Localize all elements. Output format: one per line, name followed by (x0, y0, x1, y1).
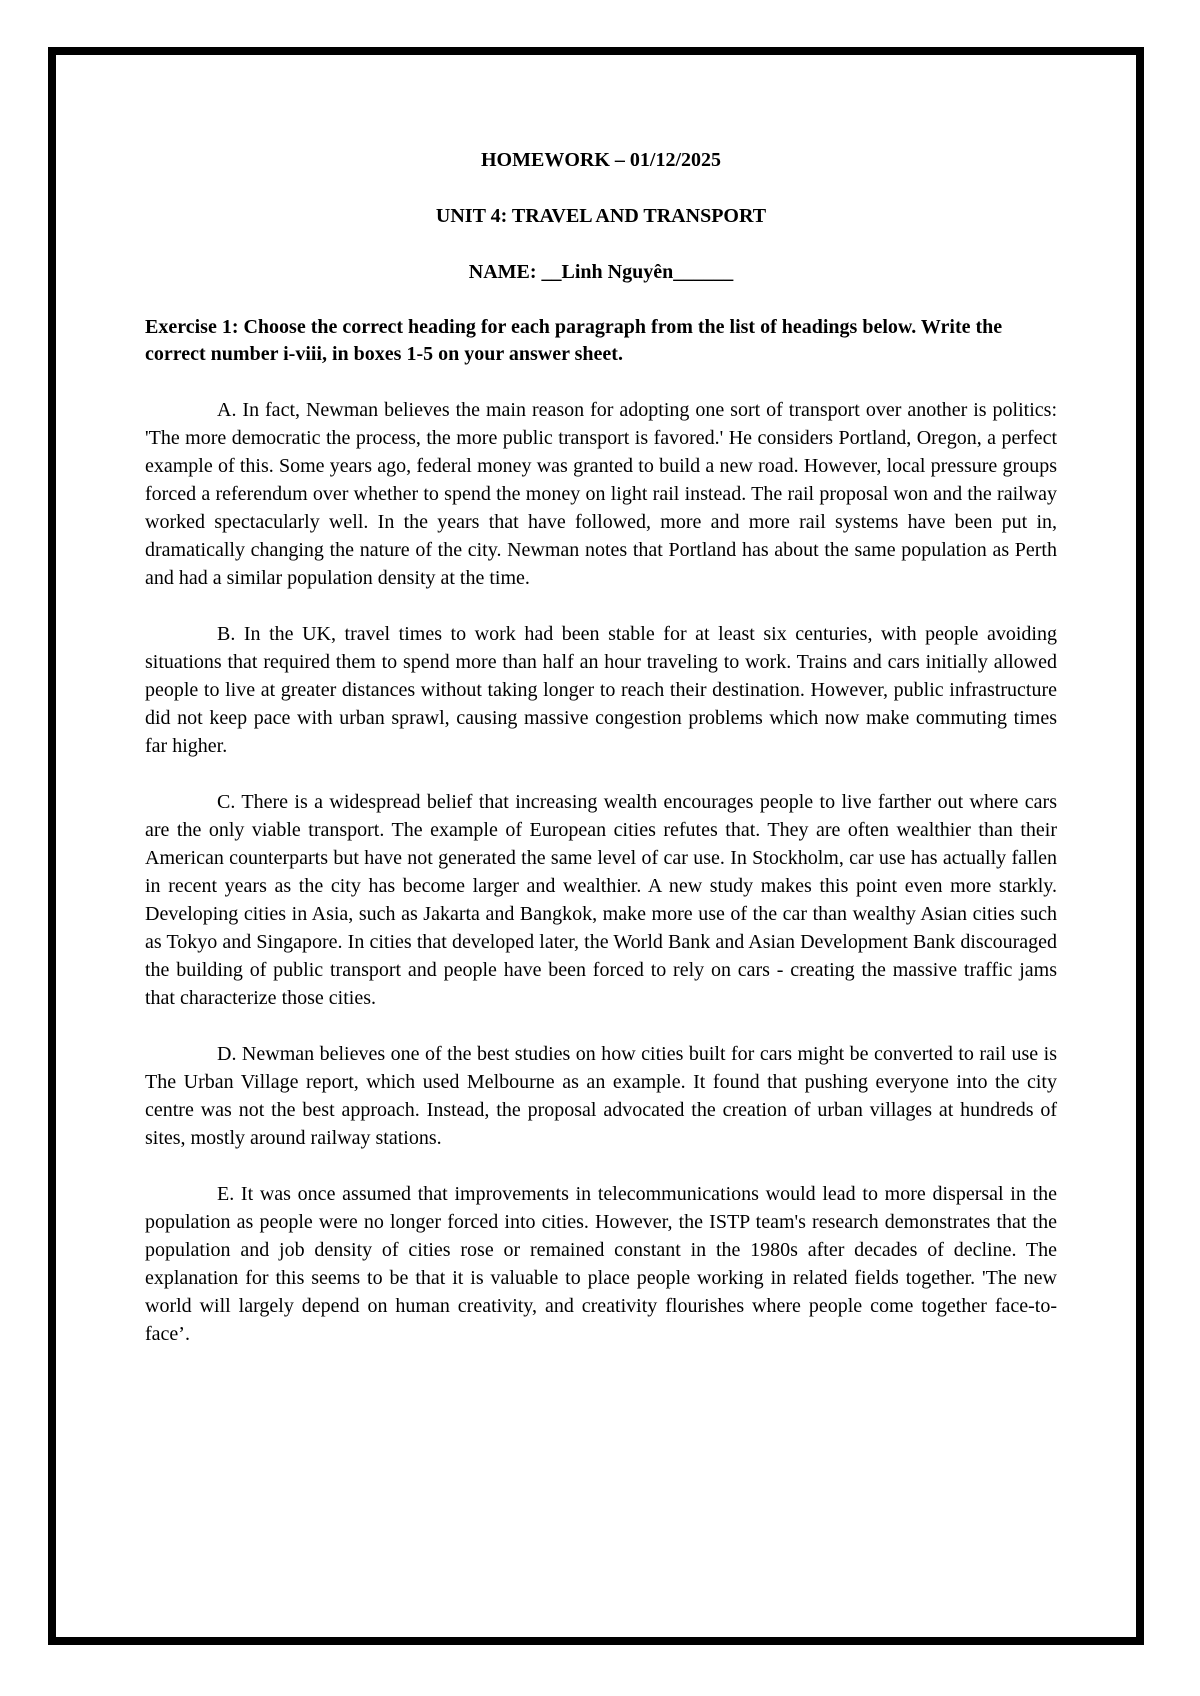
paragraph-e: E. It was once assumed that improvements in telecommunications would lead to more dispersal in the population as people were no longer forced into cities. However, the ISTP team's research demonstrates that the population and job density of cities rose or remained constant in the 1980s after decades of decline. The explanation for this seems to be that it is valuable to place people working in related fields together. 'The new world will largely depend on human creativity, and creativity flourishes where people come together face-to-face’. (145, 1183, 1057, 1345)
name-value: __Linh Nguyên______ (541, 261, 734, 283)
homework-date-heading: HOMEWORK – 01/12/2025 (481, 149, 721, 171)
student-name-line (145, 258, 1057, 286)
unit-title: UNIT 4: TRAVEL AND TRANSPORT (435, 205, 767, 227)
paragraph-b: B. In the UK, travel times to work had been stable for at least six centuries, with people avoiding situations that required them to spend more than half an hour traveling to work. Trains and cars initially allowed people to live at greater distances without taking longer to reach their destination. However, public infrastructure did not keep pace with urban sprawl, causing massive congestion problems which now make commuting times far higher. (145, 623, 1057, 757)
exercise-instruction: Exercise 1: Choose the correct heading for each paragraph from the list of headings below. Write the correct number i-viii, in boxes 1-5 on your answer sheet. (145, 316, 1003, 365)
document-body (145, 146, 1057, 1376)
name-label: NAME: (468, 261, 542, 283)
paragraph-c: C. There is a widespread belief that increasing wealth encourages people to live farther out where cars are the only viable transport. The example of European cities refutes that. They are often wealthier than their American counterparts but have not generated the same level of car use. In Stockholm, car use has actually fallen in recent years as the city has become larger and wealthier. A new study makes this point even more starkly. Developing cities in Asia, such as Jakarta and Bangkok, make more use of the car than wealthy Asian cities such as Tokyo and Singapore. In cities that developed later, the World Bank and Asian Development Bank discouraged the building of public transport and people have been forced to rely on cars - creating the massive traffic jams that characterize those cities. (145, 791, 1057, 1009)
paragraph-d: D. Newman believes one of the best studies on how cities built for cars might be converted to rail use is The Urban Village report, which used Melbourne as an example. It found that pushing everyone into the city centre was not the best approach. Instead, the proposal advocated the creation of urban villages at hundreds of sites, mostly around railway stations. (145, 1043, 1057, 1149)
paragraph-a: A. In fact, Newman believes the main reason for adopting one sort of transport over another is politics: 'The more democratic the process, the more public transport is favored.' He considers Portland, Oregon, a perfect example of this. Some years ago, federal money was granted to build a new road. However, local pressure groups forced a referendum over whether to spend the money on light rail instead. The rail proposal won and the railway worked spectacularly well. In the years that have followed, more and more rail systems have been put in, dramatically changing the nature of the city. Newman notes that Portland has about the same population as Perth and had a similar population density at the time. (145, 399, 1057, 589)
